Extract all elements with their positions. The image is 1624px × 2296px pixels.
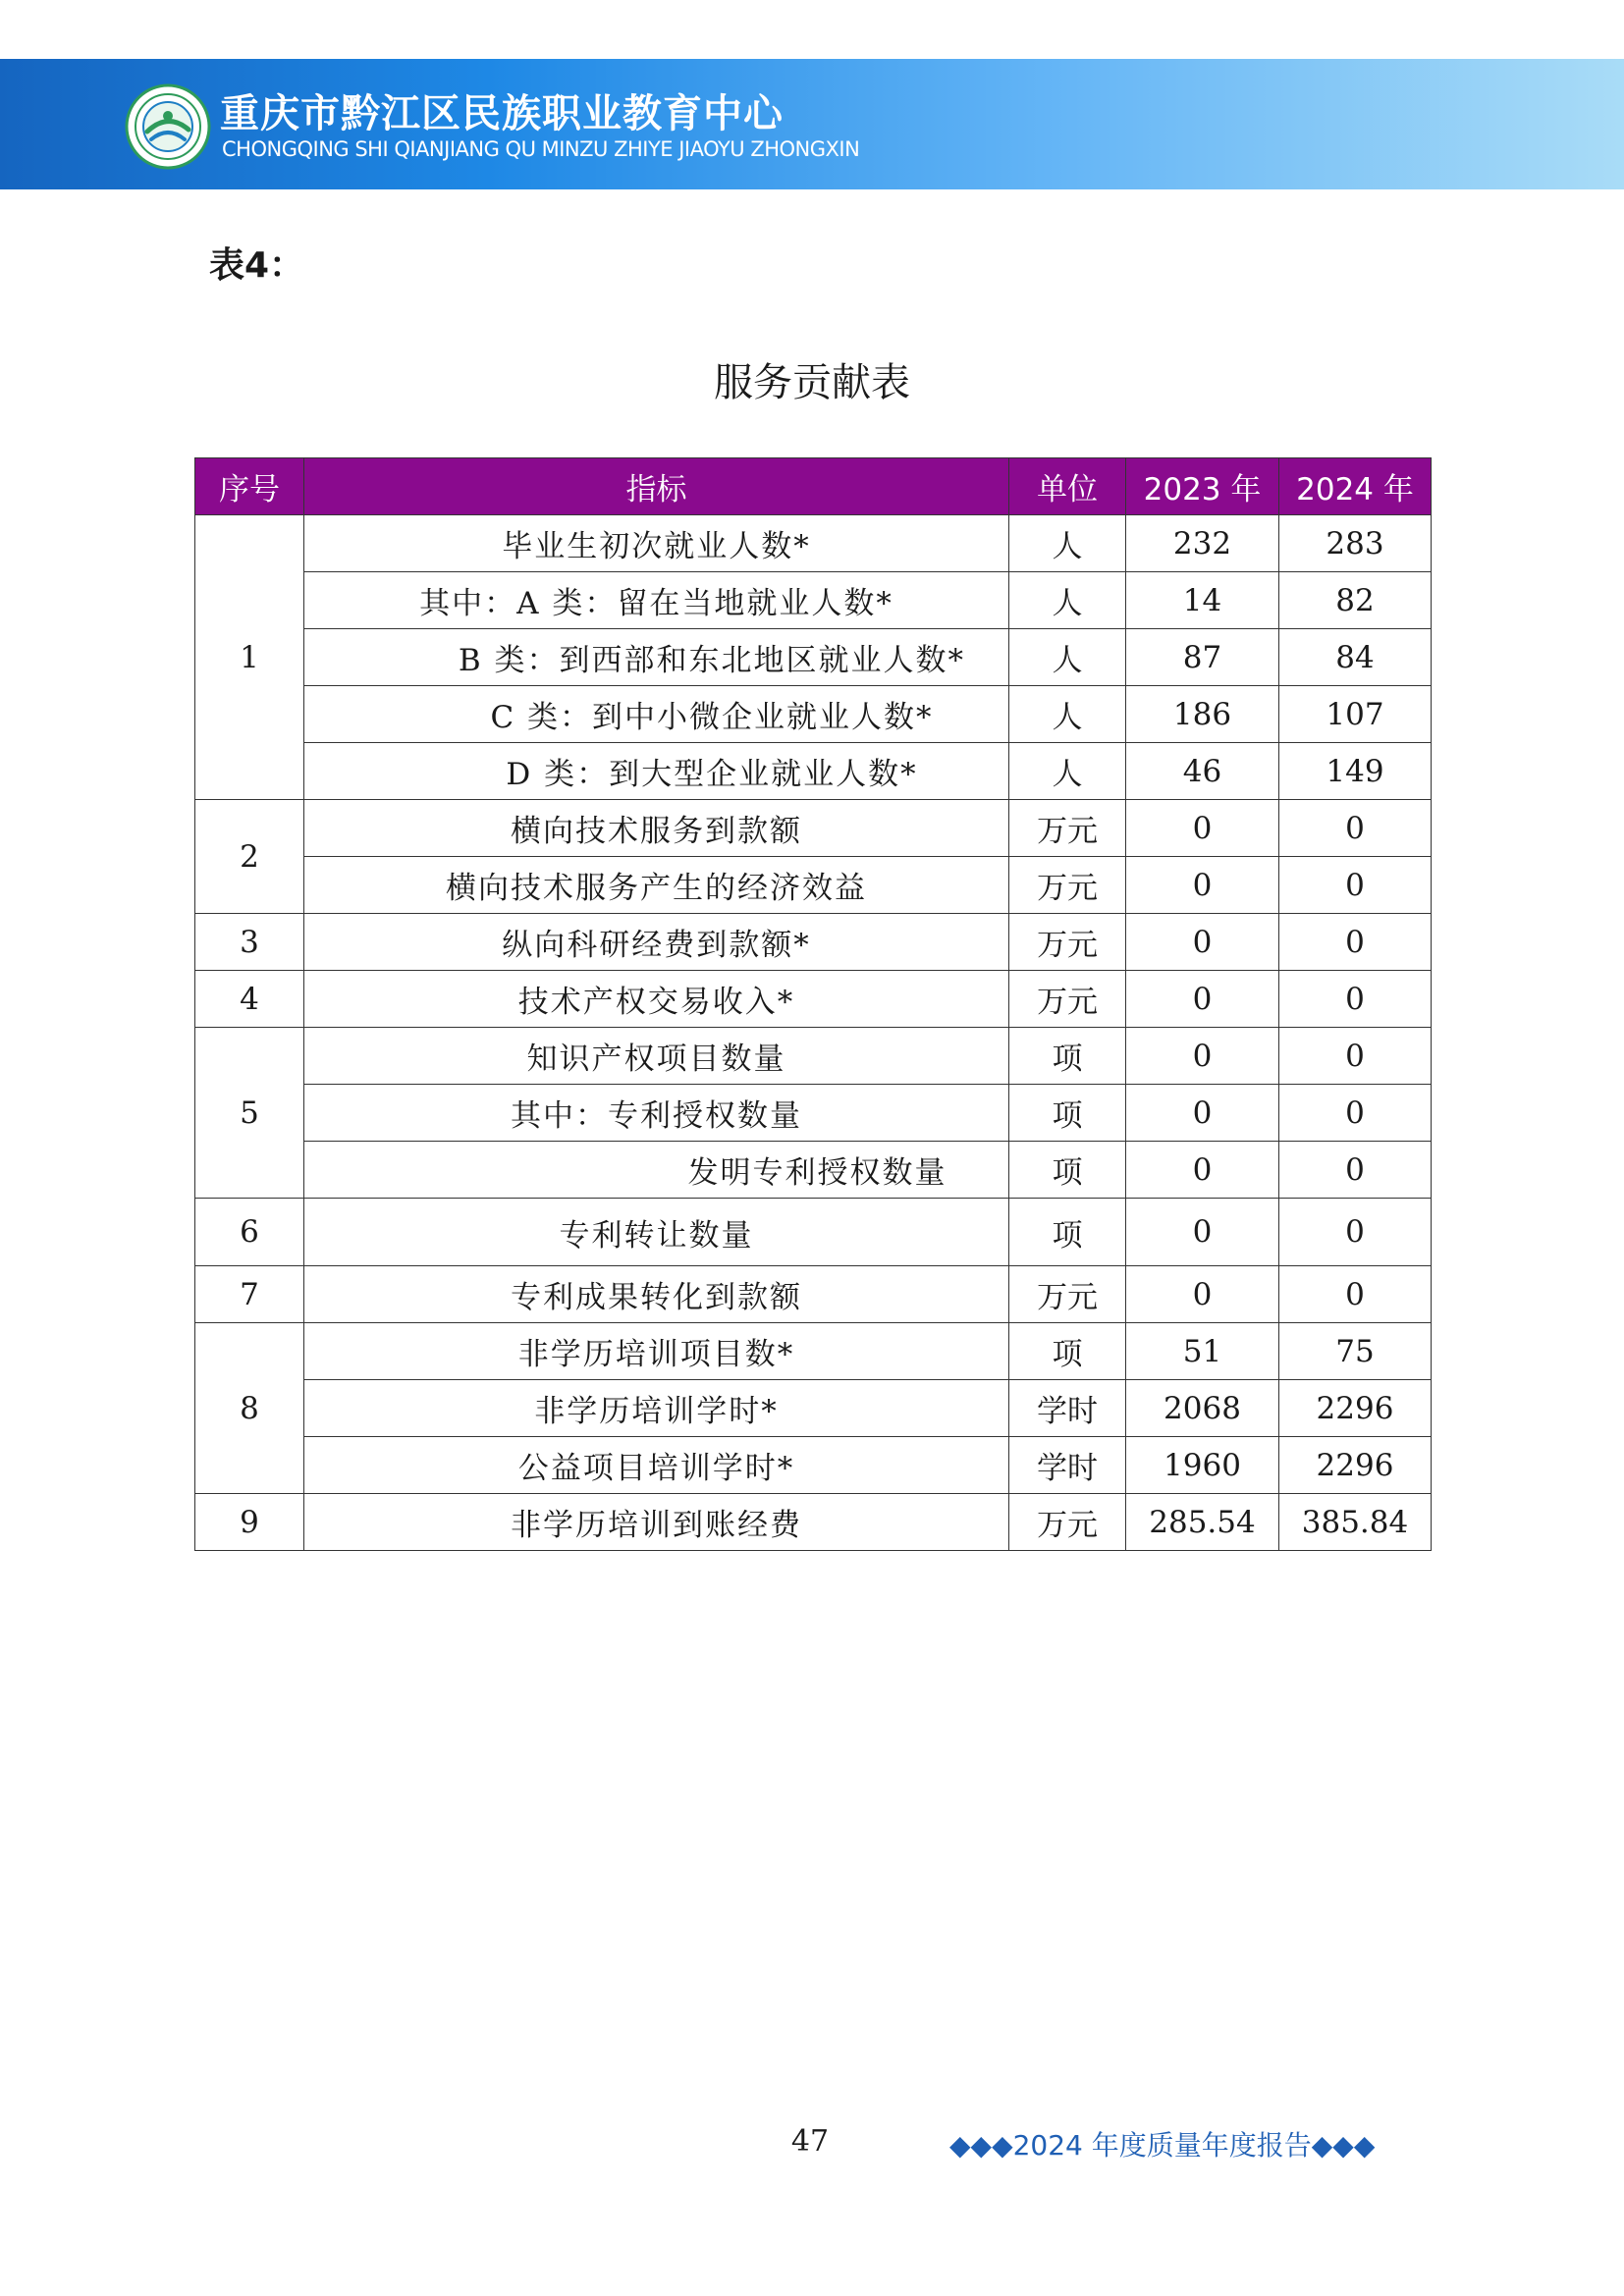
- unit-cell: 人: [1009, 686, 1126, 743]
- unit-cell: 万元: [1009, 800, 1126, 857]
- school-logo-icon: [124, 82, 212, 171]
- value-2024-cell: 385.84: [1279, 1494, 1432, 1551]
- unit-cell: 人: [1009, 629, 1126, 686]
- unit-cell: 项: [1009, 1085, 1126, 1142]
- indicator-cell: 其中：专利授权数量: [304, 1085, 1009, 1142]
- report-footer-tag: ◆◆◆2024 年度质量年度报告◆◆◆: [949, 2129, 1376, 2162]
- value-2024-cell: 2296: [1279, 1437, 1432, 1494]
- indicator-cell: 横向技术服务到款额: [304, 800, 1009, 857]
- table-row: [195, 629, 1432, 686]
- column-header: 2024 年: [1279, 458, 1432, 515]
- column-header: 2023 年: [1126, 458, 1279, 515]
- value-2024-cell: 0: [1279, 914, 1432, 971]
- row-number-cell: 4: [195, 971, 304, 1028]
- org-name-cn: 重庆市黔江区民族职业教育中心: [220, 91, 784, 136]
- value-2024-cell: 0: [1279, 1142, 1432, 1199]
- value-2023-cell: 0: [1126, 1266, 1279, 1323]
- indicator-cell: 毕业生初次就业人数*: [304, 515, 1009, 572]
- value-2024-cell: 0: [1279, 971, 1432, 1028]
- value-2023-cell: 0: [1126, 1085, 1279, 1142]
- unit-cell: 项: [1009, 1142, 1126, 1199]
- value-2024-cell: 2296: [1279, 1380, 1432, 1437]
- value-2023-cell: 0: [1126, 1142, 1279, 1199]
- value-2024-cell: 149: [1279, 743, 1432, 800]
- column-header: 指标: [304, 458, 1009, 515]
- value-2023-cell: 0: [1126, 914, 1279, 971]
- value-2024-cell: 75: [1279, 1323, 1432, 1380]
- indicator-cell: 非学历培训学时*: [304, 1380, 1009, 1437]
- value-2023-cell: 2068: [1126, 1380, 1279, 1437]
- unit-cell: 项: [1009, 1028, 1126, 1085]
- value-2023-cell: 186: [1126, 686, 1279, 743]
- table-row: [195, 1323, 1432, 1380]
- value-2024-cell: 0: [1279, 1199, 1432, 1266]
- indicator-cell: 其中：A 类：留在当地就业人数*: [304, 572, 1009, 629]
- table-title: 服务贡献表: [714, 360, 910, 405]
- value-2023-cell: 14: [1126, 572, 1279, 629]
- row-number-cell: 9: [195, 1494, 304, 1551]
- value-2023-cell: 285.54: [1126, 1494, 1279, 1551]
- indicator-cell: 知识产权项目数量: [304, 1028, 1009, 1085]
- table-header-row: [195, 458, 1432, 515]
- unit-cell: 万元: [1009, 1266, 1126, 1323]
- unit-cell: 万元: [1009, 857, 1126, 914]
- service-contribution-table: [194, 457, 1432, 1551]
- unit-cell: 项: [1009, 1323, 1126, 1380]
- value-2024-cell: 82: [1279, 572, 1432, 629]
- indicator-cell: 专利成果转化到款额: [304, 1266, 1009, 1323]
- unit-cell: 学时: [1009, 1437, 1126, 1494]
- unit-cell: 万元: [1009, 971, 1126, 1028]
- unit-cell: 人: [1009, 515, 1126, 572]
- row-number-cell: 7: [195, 1266, 304, 1323]
- indicator-cell: 横向技术服务产生的经济效益: [304, 857, 1009, 914]
- table-row: [195, 1266, 1432, 1323]
- indicator-cell: 非学历培训项目数*: [304, 1323, 1009, 1380]
- value-2023-cell: 51: [1126, 1323, 1279, 1380]
- table-row: [195, 1437, 1432, 1494]
- column-header: 序号: [195, 458, 304, 515]
- value-2024-cell: 0: [1279, 800, 1432, 857]
- value-2023-cell: 46: [1126, 743, 1279, 800]
- value-2024-cell: 84: [1279, 629, 1432, 686]
- unit-cell: 学时: [1009, 1380, 1126, 1437]
- table-row: [195, 971, 1432, 1028]
- unit-cell: 人: [1009, 743, 1126, 800]
- row-number-cell: 5: [195, 1028, 304, 1199]
- table-row: [195, 686, 1432, 743]
- value-2023-cell: 0: [1126, 800, 1279, 857]
- table-row: [195, 515, 1432, 572]
- page-number: 47: [790, 2124, 830, 2159]
- table-row: [195, 914, 1432, 971]
- indicator-cell: 技术产权交易收入*: [304, 971, 1009, 1028]
- indicator-cell: 非学历培训到账经费: [304, 1494, 1009, 1551]
- indicator-cell: B 类：到西部和东北地区就业人数*: [304, 629, 1009, 686]
- table-row: [195, 1085, 1432, 1142]
- table-row: [195, 857, 1432, 914]
- value-2023-cell: 0: [1126, 1199, 1279, 1266]
- value-2023-cell: 0: [1126, 857, 1279, 914]
- table-row: [195, 572, 1432, 629]
- unit-cell: 万元: [1009, 1494, 1126, 1551]
- table-row: [195, 1028, 1432, 1085]
- org-name-en: CHONGQING SHI QIANJIANG QU MINZU ZHIYE JIAOYU ZHONGXIN: [222, 137, 860, 161]
- table-label: 表4：: [209, 245, 305, 286]
- indicator-cell: C 类：到中小微企业就业人数*: [304, 686, 1009, 743]
- value-2023-cell: 87: [1126, 629, 1279, 686]
- value-2023-cell: 0: [1126, 971, 1279, 1028]
- table-row: [195, 800, 1432, 857]
- indicator-cell: 公益项目培训学时*: [304, 1437, 1009, 1494]
- row-number-cell: 6: [195, 1199, 304, 1266]
- row-number-cell: 8: [195, 1323, 304, 1494]
- value-2023-cell: 232: [1126, 515, 1279, 572]
- indicator-cell: 纵向科研经费到款额*: [304, 914, 1009, 971]
- value-2023-cell: 1960: [1126, 1437, 1279, 1494]
- value-2023-cell: 0: [1126, 1028, 1279, 1085]
- row-number-cell: 1: [195, 515, 304, 800]
- table-row: [195, 1199, 1432, 1266]
- table-row: [195, 1380, 1432, 1437]
- unit-cell: 项: [1009, 1199, 1126, 1266]
- value-2024-cell: 0: [1279, 1028, 1432, 1085]
- column-header: 单位: [1009, 458, 1126, 515]
- table-row: [195, 1494, 1432, 1551]
- row-number-cell: 2: [195, 800, 304, 914]
- row-number-cell: 3: [195, 914, 304, 971]
- indicator-cell: 发明专利授权数量: [304, 1142, 1009, 1199]
- value-2024-cell: 0: [1279, 1085, 1432, 1142]
- indicator-cell: 专利转让数量: [304, 1199, 1009, 1266]
- indicator-cell: D 类：到大型企业就业人数*: [304, 743, 1009, 800]
- value-2024-cell: 283: [1279, 515, 1432, 572]
- value-2024-cell: 0: [1279, 857, 1432, 914]
- unit-cell: 人: [1009, 572, 1126, 629]
- value-2024-cell: 107: [1279, 686, 1432, 743]
- value-2024-cell: 0: [1279, 1266, 1432, 1323]
- table-row: [195, 1142, 1432, 1199]
- table-row: [195, 743, 1432, 800]
- unit-cell: 万元: [1009, 914, 1126, 971]
